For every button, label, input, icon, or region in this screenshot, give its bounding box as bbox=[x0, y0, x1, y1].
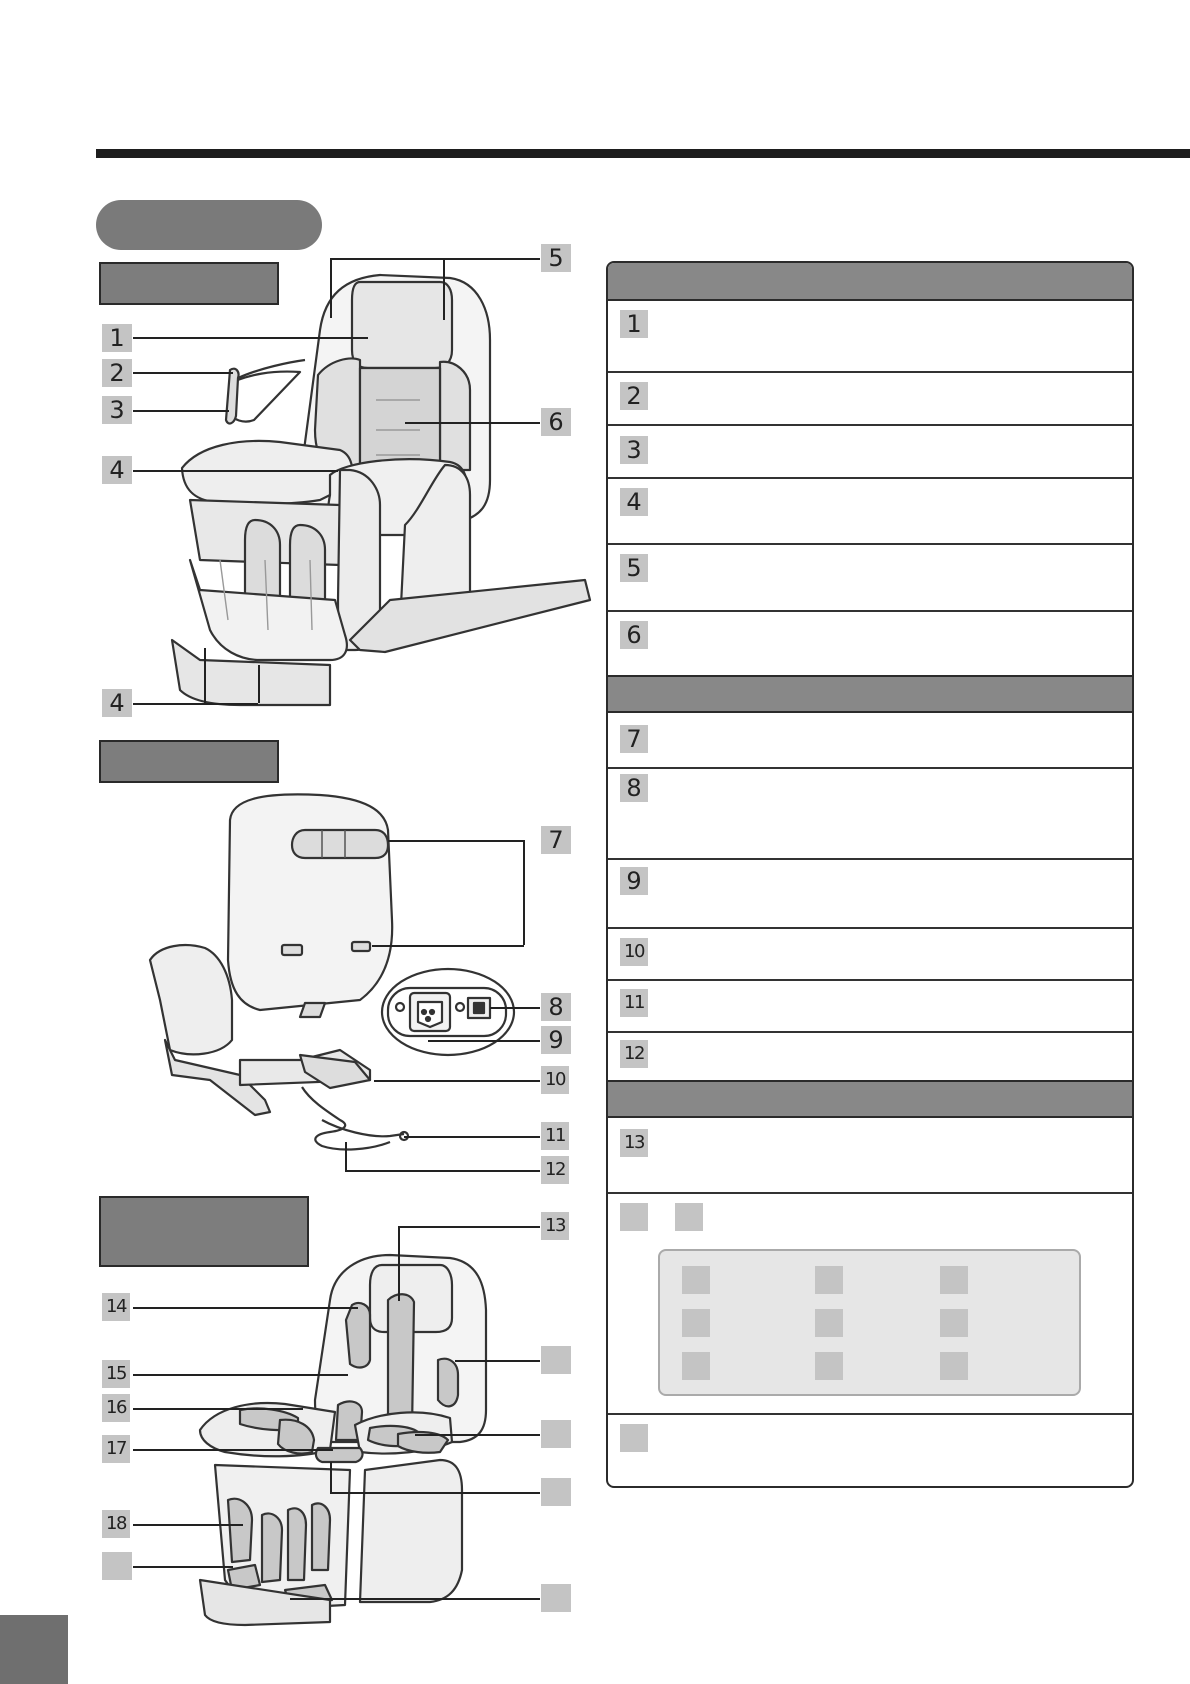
callout-4: 4 bbox=[102, 456, 132, 484]
row-num-13: 13 bbox=[620, 1129, 648, 1157]
row-divider bbox=[608, 858, 1132, 860]
leader-2 bbox=[133, 372, 233, 374]
callout-14: 14 bbox=[102, 1293, 130, 1321]
callout-blank-r2 bbox=[541, 1420, 571, 1448]
leader-3 bbox=[133, 410, 229, 412]
grid-cell bbox=[682, 1266, 710, 1294]
row-divider bbox=[608, 1413, 1132, 1415]
leader-5 bbox=[330, 258, 540, 260]
leader-4b bbox=[133, 703, 258, 705]
callout-7: 7 bbox=[541, 826, 571, 854]
airbag-grid-box bbox=[658, 1249, 1081, 1396]
callout-blank-r1 bbox=[541, 1346, 571, 1374]
callout-12: 12 bbox=[541, 1156, 569, 1184]
callout-15: 15 bbox=[102, 1360, 130, 1388]
row-divider bbox=[608, 371, 1132, 373]
leader-13 bbox=[398, 1226, 540, 1228]
leader-1 bbox=[133, 337, 368, 339]
callout-blank-r4 bbox=[541, 1584, 571, 1612]
leader-17 bbox=[133, 1449, 333, 1451]
table-header-3 bbox=[608, 1080, 1132, 1118]
leader-5-left bbox=[330, 258, 332, 318]
grid-cell bbox=[940, 1309, 968, 1337]
leader-6 bbox=[405, 422, 540, 424]
callout-18: 18 bbox=[102, 1510, 130, 1538]
leader-7 bbox=[388, 840, 523, 842]
row-num-4: 4 bbox=[620, 488, 648, 516]
row-num-8: 8 bbox=[620, 774, 648, 802]
leader-4b-right bbox=[258, 665, 260, 703]
row-divider bbox=[608, 767, 1132, 769]
row-num-1: 1 bbox=[620, 310, 648, 338]
page-edge-tab bbox=[0, 1615, 68, 1684]
callout-blank-r3 bbox=[541, 1478, 571, 1506]
row-num-7: 7 bbox=[620, 725, 648, 753]
callout-blank-left bbox=[102, 1552, 132, 1580]
row-divider bbox=[608, 424, 1132, 426]
callout-5: 5 bbox=[541, 244, 571, 272]
leader-4b-left bbox=[204, 648, 206, 703]
parts-table bbox=[606, 261, 1134, 1488]
row-divider bbox=[608, 477, 1132, 479]
leader-19 bbox=[133, 1566, 233, 1568]
row-num-11: 11 bbox=[620, 989, 648, 1017]
leader-r3 bbox=[330, 1492, 540, 1494]
row-range-start bbox=[620, 1203, 648, 1231]
callout-17: 17 bbox=[102, 1435, 130, 1463]
grid-cell bbox=[940, 1266, 968, 1294]
table-header-1 bbox=[608, 263, 1132, 301]
callout-9: 9 bbox=[541, 1026, 571, 1054]
leader-5-right bbox=[443, 258, 445, 320]
row-divider bbox=[608, 927, 1132, 929]
row-num-5: 5 bbox=[620, 554, 648, 582]
leader-7-bottom bbox=[372, 945, 524, 947]
leader-12 bbox=[345, 1170, 540, 1172]
callout-2: 2 bbox=[102, 359, 132, 387]
callout-6: 6 bbox=[541, 408, 571, 436]
callout-4-feet: 4 bbox=[102, 689, 132, 717]
leader-9 bbox=[428, 1040, 540, 1042]
leader-7-vert bbox=[523, 840, 525, 945]
grid-cell bbox=[815, 1266, 843, 1294]
leader-4 bbox=[133, 470, 338, 472]
callout-3: 3 bbox=[102, 396, 132, 424]
leader-18 bbox=[133, 1524, 243, 1526]
leader-12-vert bbox=[345, 1142, 347, 1170]
leader-14 bbox=[133, 1307, 358, 1309]
leader-16 bbox=[133, 1408, 303, 1410]
row-num-3: 3 bbox=[620, 436, 648, 464]
row-divider bbox=[608, 1192, 1132, 1194]
leader-10 bbox=[374, 1080, 540, 1082]
grid-cell bbox=[682, 1309, 710, 1337]
grid-cell bbox=[682, 1352, 710, 1380]
row-num-10: 10 bbox=[620, 938, 648, 966]
leader-r3-vert bbox=[330, 1462, 332, 1492]
callout-16: 16 bbox=[102, 1394, 130, 1422]
leader-r1 bbox=[455, 1360, 540, 1362]
row-divider bbox=[608, 543, 1132, 545]
grid-cell bbox=[815, 1352, 843, 1380]
leader-r2 bbox=[415, 1434, 540, 1436]
grid-cell bbox=[815, 1309, 843, 1337]
row-num-12: 12 bbox=[620, 1040, 648, 1068]
row-range-end bbox=[675, 1203, 703, 1231]
row-divider bbox=[608, 1031, 1132, 1033]
row-last-num bbox=[620, 1424, 648, 1452]
callout-1: 1 bbox=[102, 324, 132, 352]
leader-13-vert bbox=[398, 1226, 400, 1301]
row-divider bbox=[608, 610, 1132, 612]
row-num-6: 6 bbox=[620, 621, 648, 649]
grid-cell bbox=[940, 1352, 968, 1380]
leader-r4 bbox=[290, 1598, 540, 1600]
leader-8 bbox=[490, 1007, 540, 1009]
row-divider bbox=[608, 979, 1132, 981]
callout-13: 13 bbox=[541, 1212, 569, 1240]
row-num-2: 2 bbox=[620, 382, 648, 410]
leader-15 bbox=[133, 1374, 348, 1376]
callout-11: 11 bbox=[541, 1122, 569, 1150]
row-num-9: 9 bbox=[620, 867, 648, 895]
callout-8: 8 bbox=[541, 993, 571, 1021]
callout-10: 10 bbox=[541, 1066, 569, 1094]
table-header-2 bbox=[608, 675, 1132, 713]
leader-11 bbox=[404, 1136, 540, 1138]
